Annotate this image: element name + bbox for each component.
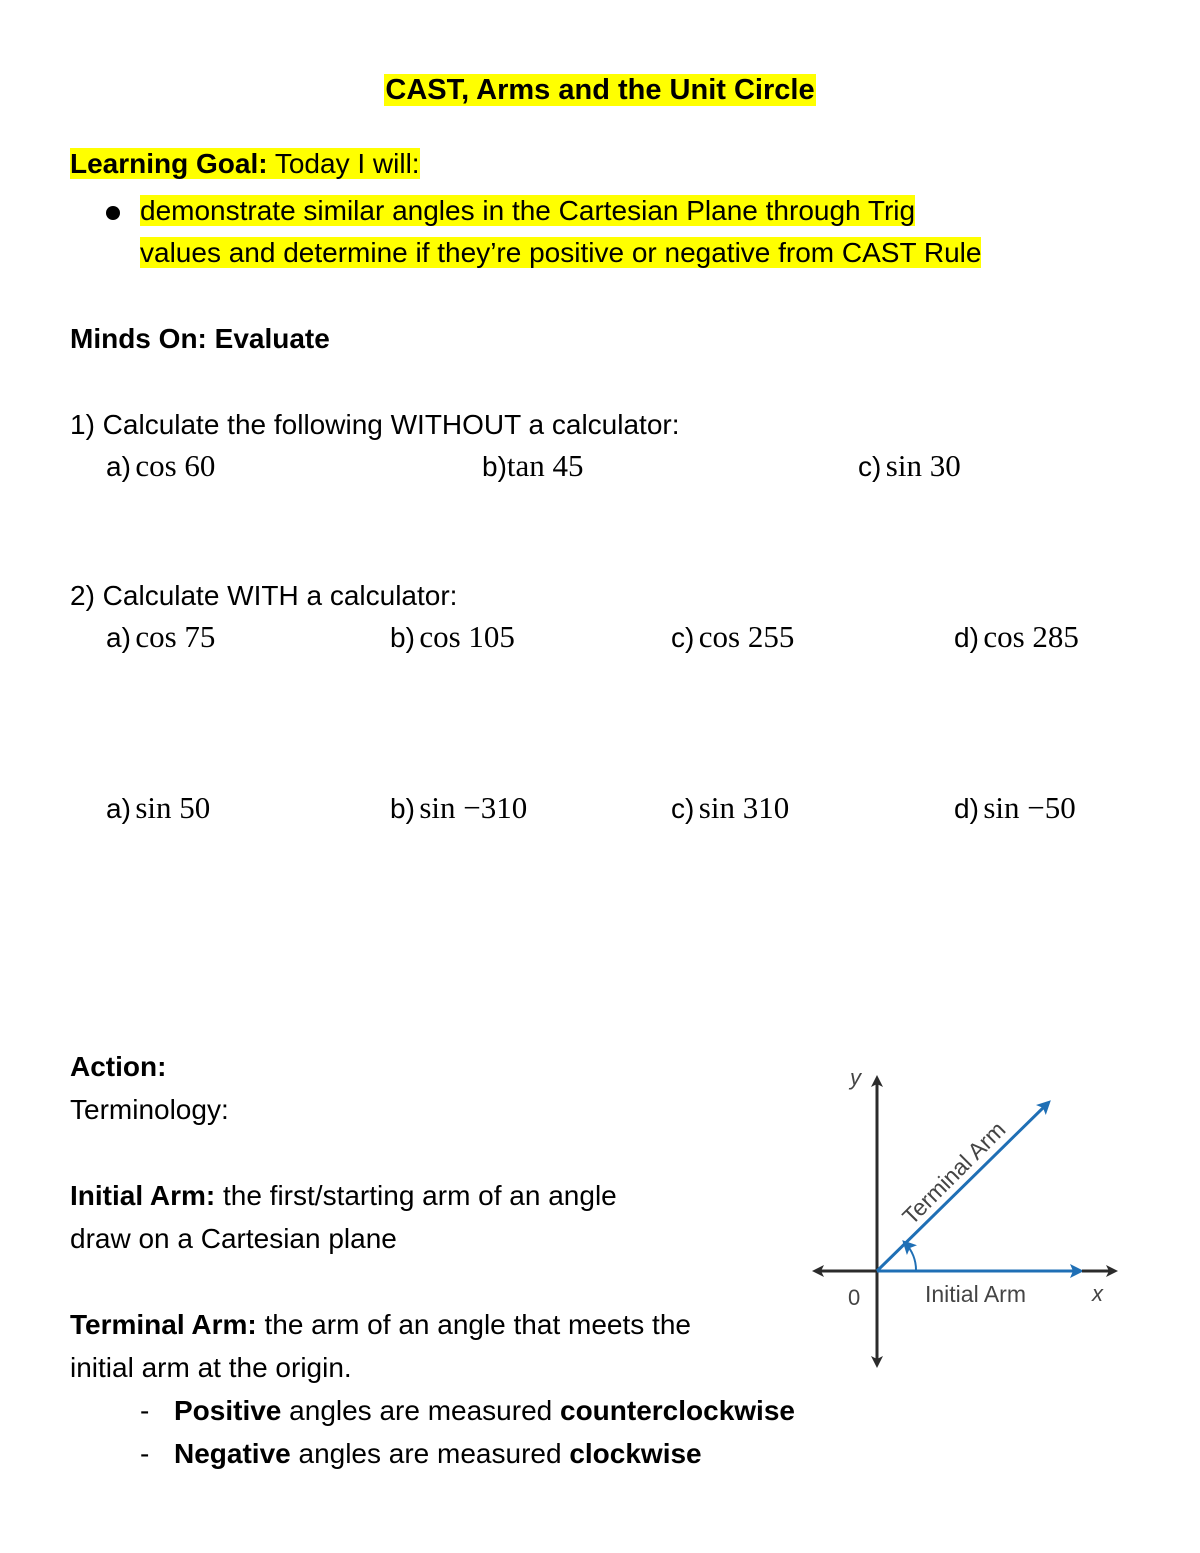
- q2-row2-b: b) sin −310: [390, 790, 528, 825]
- learning-goal-bullet-cont: [140, 233, 981, 273]
- angle-arc: [905, 1243, 916, 1271]
- page-title: CAST, Arms and the Unit Circle: [385, 74, 815, 106]
- terminal-arm-definition-cont: initial arm at the origin.: [70, 1352, 352, 1383]
- learning-goal-bullet: [106, 191, 915, 231]
- bullet-icon: [106, 206, 120, 220]
- terminal-arm-label: Terminal Arm: [897, 1116, 1011, 1230]
- initial-arm-label: Initial Arm: [925, 1281, 1026, 1307]
- q2-row2-d: d) sin −50: [954, 790, 1076, 825]
- q1-part-c: c) sin 30: [858, 448, 961, 483]
- learning-goal-text: Today I will:: [267, 148, 420, 179]
- q2-row1-d: d) cos 285: [954, 619, 1079, 654]
- learning-goal: [70, 144, 420, 184]
- initial-arm-definition: Initial Arm: the first/starting arm of an angle: [70, 1180, 617, 1211]
- negative-angle-rule: - Negative angles are measured clockwise: [140, 1438, 702, 1469]
- q2-row2-a: a) sin 50: [106, 790, 211, 825]
- q2-row1-c: c) cos 255: [671, 619, 795, 654]
- q1-prompt: 1) Calculate the following WITHOUT a calculator:: [70, 409, 680, 440]
- learning-goal-label: Learning Goal:: [70, 148, 268, 179]
- positive-angle-rule: - Positive angles are measured counterclockwise: [140, 1395, 795, 1426]
- q2-row2-c: c) sin 310: [671, 790, 790, 825]
- initial-arm-definition-cont: draw on a Cartesian plane: [70, 1223, 397, 1254]
- q2-prompt: 2) Calculate WITH a calculator:: [70, 580, 458, 611]
- q2-row1-a: a) cos 75: [106, 619, 216, 654]
- origin-label: 0: [848, 1285, 861, 1310]
- cartesian-plane-diagram: [800, 1058, 1130, 1378]
- x-axis-label: x: [1092, 1281, 1103, 1306]
- minds-on-heading: Minds On: Evaluate: [70, 323, 330, 354]
- q1-part-a: a) cos 60: [106, 448, 216, 483]
- q1-part-b: b)tan 45: [482, 448, 584, 483]
- terminal-arm-line: [877, 1103, 1048, 1271]
- terminal-arm-term: Terminal Arm:: [70, 1309, 257, 1340]
- initial-arm-term: Initial Arm:: [70, 1180, 216, 1211]
- bullet-line-1: demonstrate similar angles in the Cartesian Plane through Trig: [140, 195, 916, 226]
- terminal-arm-definition: Terminal Arm: the arm of an angle that meets the: [70, 1309, 691, 1340]
- bullet-line-2: values and determine if they’re positive or negative from CAST Rule: [140, 237, 982, 268]
- terminology-label: Terminology:: [70, 1094, 229, 1125]
- q2-row1-b: b) cos 105: [390, 619, 515, 654]
- y-axis-label: y: [850, 1065, 861, 1090]
- action-heading: Action:: [70, 1051, 167, 1082]
